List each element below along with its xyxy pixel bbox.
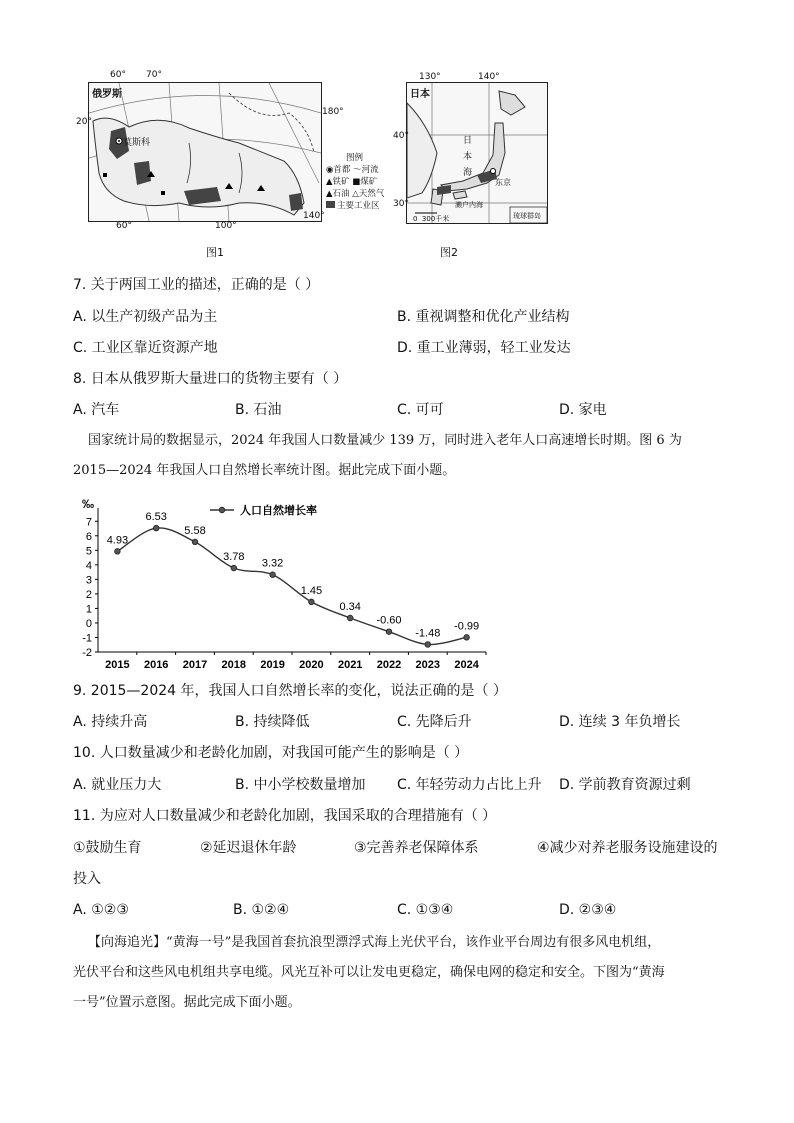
q10-option-c: C. 年轻劳动力占比上升 [397, 777, 542, 793]
oil-icon: ▲ [326, 189, 333, 199]
x-tick-label: 2020 [299, 659, 324, 671]
data-label: 4.93 [106, 534, 129, 547]
data-label: -1.48 [415, 627, 441, 640]
sea-label-3: 海 [463, 168, 473, 178]
data-point [464, 635, 470, 641]
japan-country-label: 日本 [410, 89, 430, 100]
q7-option-a: A. 以生产初级产品为主 [73, 309, 218, 325]
y-tick-label: 5 [85, 545, 92, 558]
japan-map [406, 82, 548, 224]
data-label: -0.99 [454, 620, 480, 633]
y-tick-label: 3 [85, 574, 92, 587]
q10-stem: 10. 人口数量减少和老龄化加剧，对我国可能产生的影响是（ ） [73, 745, 469, 761]
q7-option-b: B. 重视调整和优化产业结构 [397, 309, 570, 325]
y-tick-label: 7 [85, 516, 92, 529]
coord-label: 20° [76, 117, 92, 127]
x-tick-label: 2019 [260, 659, 285, 671]
legend-title: 图例 [346, 153, 364, 163]
tokyo-label: 东京 [495, 178, 511, 187]
data-point [192, 539, 198, 545]
scale-label: 0 300千米 [413, 215, 450, 223]
y-tick-label: 0 [85, 617, 92, 630]
q11-measure-cont: 投入 [73, 871, 101, 887]
data-label: 1.45 [300, 584, 323, 597]
map-legend: 图例 ◉首都 〜河流 ▲铁矿 ■煤矿 ▲石油 △天然气 主要工业区 [326, 153, 385, 211]
coord-label: 60° [116, 221, 132, 231]
q8-option-b: B. 石油 [235, 402, 282, 418]
x-tick-label: 2017 [182, 659, 208, 671]
map-capital-label: 莫斯科 [123, 138, 151, 148]
ryukyu-label: 琉球群岛 [513, 212, 541, 220]
q10-option-a: A. 就业压力大 [73, 777, 162, 793]
x-tick-label: 2024 [454, 659, 479, 671]
legend-label: 人口自然增长率 [240, 505, 317, 517]
data-point [347, 615, 353, 621]
y-tick-label: 4 [85, 559, 92, 572]
q8-stem: 8. 日本从俄罗斯大量进口的货物主要有（ ） [73, 371, 348, 387]
coal-icon: ■ [352, 177, 361, 187]
q8-option-d: D. 家电 [559, 402, 607, 418]
coord-label: 70° [146, 70, 162, 80]
data-label: 5.58 [184, 524, 206, 537]
q11-measure-3: ③完善养老保障体系 [354, 840, 479, 856]
sea-label-2: 本 [463, 152, 473, 162]
q9-option-b: B. 持续降低 [235, 714, 310, 730]
gas-icon: △ [352, 189, 359, 199]
sea-label-1: 日 [463, 136, 473, 146]
y-unit-label: ‰ [82, 497, 94, 511]
data-point [386, 629, 392, 635]
data-point [309, 599, 315, 605]
y-tick-label: 2 [85, 588, 92, 601]
q7-option-c: C. 工业区靠近资源产地 [73, 340, 218, 356]
x-tick-label: 2021 [337, 659, 363, 671]
iron-icon: ▲ [326, 177, 333, 187]
x-tick-label: 2022 [376, 659, 402, 671]
figure2-caption: 图2 [440, 246, 458, 259]
q9-stem: 9. 2015—2024 年，我国人口自然增长率的变化，说法正确的是（ ） [73, 683, 507, 699]
coord-label: 140° [478, 72, 500, 82]
data-label: 6.53 [145, 511, 167, 524]
q11-measure-4: ④减少对养老服务设施建设的 [537, 840, 718, 856]
coord-label: 140° [303, 211, 325, 221]
q7-stem: 7. 关于两国工业的描述，正确的是（ ） [73, 277, 320, 293]
data-point [115, 549, 121, 555]
q11-option-c: C. ①③④ [397, 902, 454, 918]
q11-stem: 11. 为应对人口数量减少和老龄化加剧，我国采取的合理措施有（ ） [73, 808, 497, 824]
x-tick-label: 2018 [221, 659, 247, 671]
x-tick-label: 2016 [143, 659, 169, 671]
figure1-caption: 图1 [206, 246, 224, 259]
q11-option-b: B. ①②④ [233, 902, 290, 918]
coord-label: 30° [393, 199, 409, 209]
y-tick-label: 6 [85, 530, 92, 543]
q11-measure-1: ①鼓励生育 [73, 840, 142, 856]
q11-option-d: D. ②③④ [559, 902, 617, 918]
data-point [425, 642, 431, 648]
growth-rate-chart [72, 496, 492, 674]
q11-measure-2: ②延迟退休年龄 [200, 840, 297, 856]
river-icon: 〜 [353, 165, 362, 175]
q11-option-a: A. ①②③ [73, 902, 129, 918]
intro-paragraph-line1: 国家统计局的数据显示，2024 年我国人口数量减少 139 万，同时进入老年人口高速增长时期。图 6 为 [88, 433, 682, 448]
russia-map [88, 82, 322, 222]
coord-label: 180° [322, 107, 344, 117]
coord-label: 40° [393, 131, 409, 141]
intro-paragraph-line2: 2015—2024 年我国人口自然增长率统计图。据此完成下面小题。 [73, 463, 456, 478]
coord-label: 60° [110, 70, 126, 80]
y-tick-label: -1 [82, 632, 92, 645]
data-label: 3.78 [223, 551, 245, 564]
q9-option-a: A. 持续升高 [73, 714, 148, 730]
context-paragraph-line1: 【向海追光】“黄海一号”是我国首套抗浪型漂浮式海上光伏平台，该作业平台周边有很多风电机组， [88, 935, 661, 950]
legend-marker [219, 507, 225, 513]
y-tick-label: -2 [82, 647, 92, 659]
x-tick-label: 2023 [415, 659, 441, 671]
data-point [231, 565, 237, 571]
q9-option-c: C. 先降后升 [397, 714, 472, 730]
coord-label: 130° [419, 72, 441, 82]
x-tick-label: 2015 [105, 659, 130, 671]
context-paragraph-line3: 一号”位置示意图。据此完成下面小题。 [73, 995, 301, 1010]
data-point [270, 572, 276, 578]
capital-icon: ◉ [326, 165, 334, 175]
data-label: 3.32 [261, 557, 284, 570]
map-country-label: 俄罗斯 [92, 89, 122, 100]
q9-option-d: D. 连续 3 年负增长 [559, 714, 681, 730]
coord-label: 100° [215, 221, 237, 231]
data-label: 0.34 [339, 601, 361, 614]
series-line [117, 528, 466, 645]
y-tick-label: 1 [85, 603, 92, 616]
context-paragraph-line2: 光伏平台和这些风电机组共享电缆。风光互补可以让发电更稳定，确保电网的稳定和安全。下图为“黄海 [73, 965, 665, 980]
q7-option-d: D. 重工业薄弱，轻工业发达 [397, 340, 571, 356]
russia-map-drawing [89, 83, 321, 221]
q8-option-c: C. 可可 [397, 402, 444, 418]
industrial-zone-icon [326, 201, 335, 208]
q10-option-d: D. 学前教育资源过剩 [559, 777, 691, 793]
inland-sea-label: 濑户内海 [455, 201, 483, 209]
data-label: -0.60 [376, 614, 402, 627]
q8-option-a: A. 汽车 [73, 402, 120, 418]
q10-option-b: B. 中小学校数量增加 [235, 777, 366, 793]
data-point [153, 525, 159, 531]
